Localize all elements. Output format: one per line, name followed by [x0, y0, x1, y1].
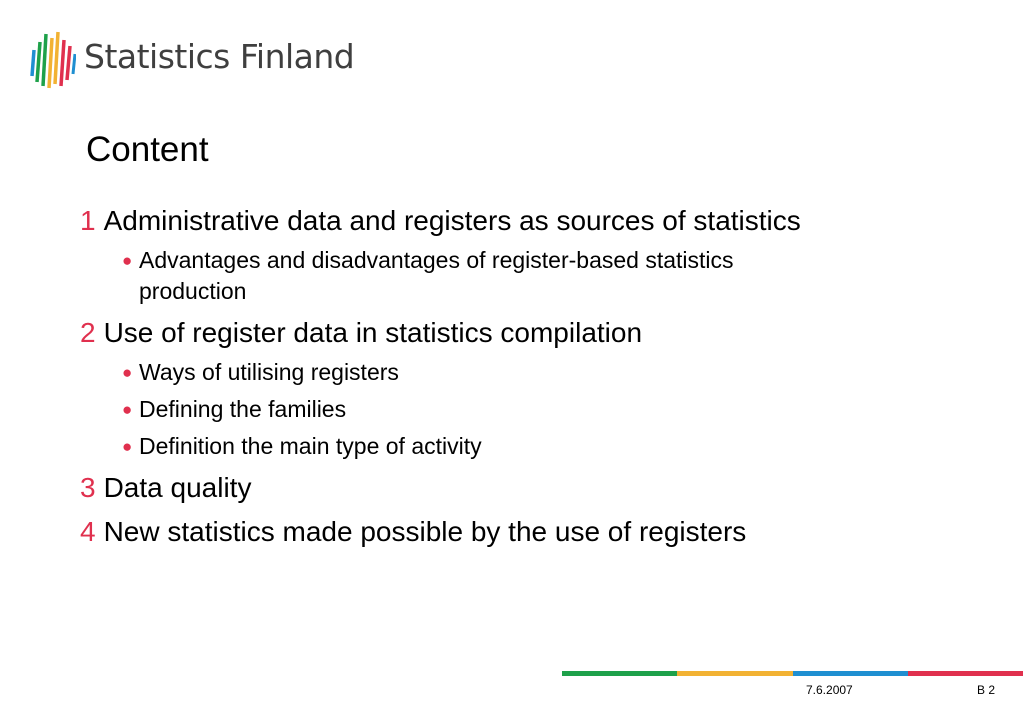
footer-date: 7.6.2007	[806, 683, 853, 697]
footer-color-bar	[562, 671, 1023, 676]
page-number: B 2	[977, 683, 996, 697]
list-item	[120, 431, 839, 462]
list-item-text: Ways of utilising registers	[139, 359, 399, 385]
section-number: 4	[80, 516, 96, 547]
list-item-text: Definition the main type of activity	[139, 433, 482, 459]
section-text: Use of register data in statistics compilation	[103, 317, 643, 348]
bullet-icon: ●	[122, 363, 133, 382]
list-item	[120, 394, 839, 425]
bullet-icon: ●	[122, 251, 133, 270]
section-text: Data quality	[103, 472, 252, 503]
section-number: 1	[80, 205, 96, 236]
section-number: 3	[80, 472, 96, 503]
footer-bar-yellow	[677, 671, 792, 676]
footer-bar-red	[908, 671, 1023, 676]
slide-title: Content	[86, 130, 209, 169]
list-item-text: Defining the families	[139, 396, 347, 422]
subitem-list	[80, 245, 980, 307]
list-item-text: Advantages and disadvantages of register-based statistics production	[139, 247, 734, 304]
logo-stripes-icon	[28, 28, 76, 90]
section-3	[80, 470, 980, 506]
list-item	[120, 245, 839, 307]
section-4	[80, 514, 980, 550]
statistics-finland-logo	[28, 28, 358, 90]
section-heading	[80, 514, 980, 550]
logo-text: Statistics Finland	[84, 37, 355, 76]
section-text: New statistics made possible by the use of registers	[103, 516, 747, 547]
section-heading	[80, 203, 980, 239]
footer-bar-green	[562, 671, 677, 676]
section-heading	[80, 470, 980, 506]
footer-bar-blue	[793, 671, 908, 676]
bullet-icon: ●	[122, 437, 133, 456]
section-1	[80, 203, 980, 307]
section-heading	[80, 315, 980, 351]
content-list	[80, 203, 980, 550]
list-item	[120, 357, 839, 388]
subitem-list	[80, 357, 980, 462]
section-2	[80, 315, 980, 462]
bullet-icon: ●	[122, 400, 133, 419]
section-number: 2	[80, 317, 96, 348]
section-text: Administrative data and registers as sources of statistics	[103, 205, 801, 236]
